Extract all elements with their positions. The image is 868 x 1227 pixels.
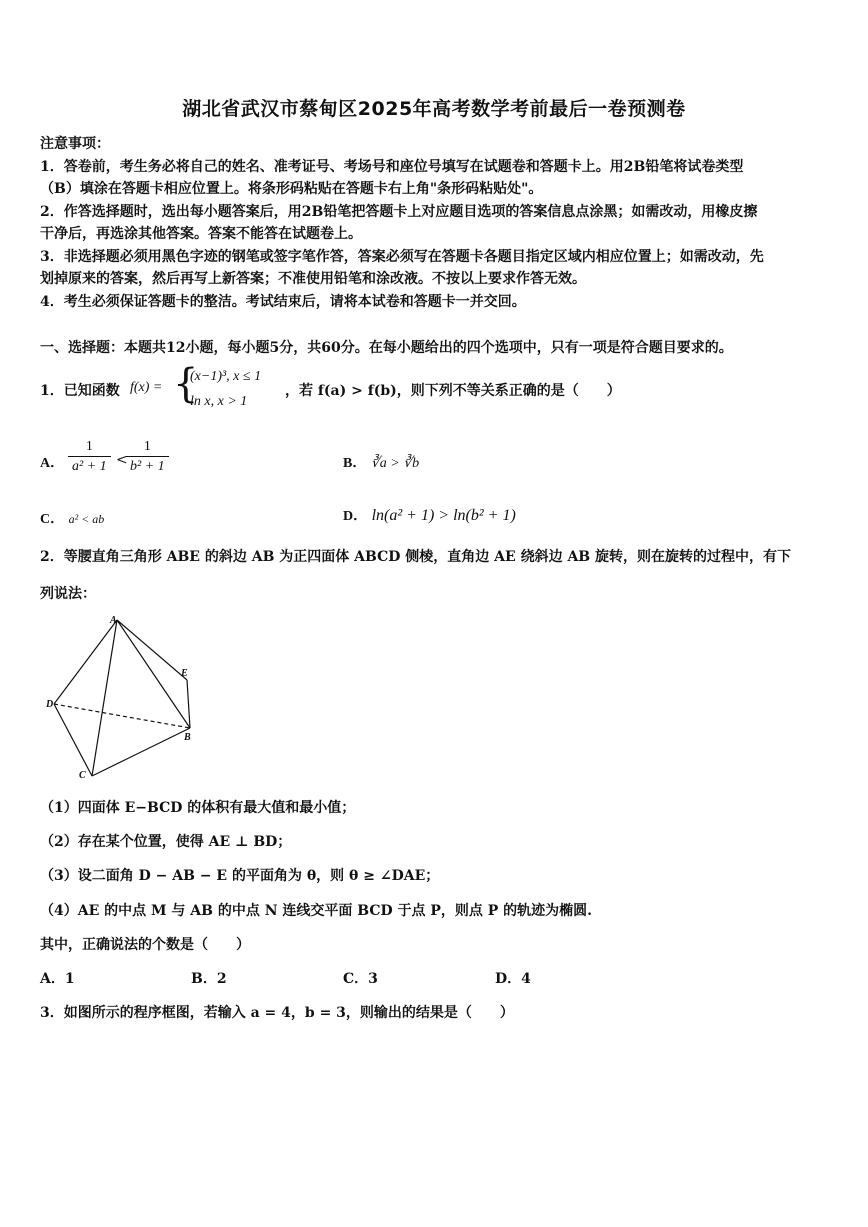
q2-option-c: C．3: [343, 971, 378, 987]
frac-2-numerator: 1: [126, 438, 169, 457]
edge-ab: [117, 620, 190, 728]
notice-item-3-cont: 划掉原来的答案，然后再写上新答案；不准使用铅笔和涂改液。不按以上要求作答无效。: [40, 271, 586, 287]
notice-item-2-cont: 干净后，再选涂其他答案。答案不能答在试题卷上。: [40, 226, 362, 242]
vertex-label-d: D: [46, 699, 54, 710]
frac-2-denominator: b² + 1: [130, 459, 165, 474]
notice-item-4: 4．考生必须保证答题卡的整洁。考试结束后，请将本试卷和答题卡一并交回。: [40, 294, 526, 310]
section-heading: 一、选择题：本题共12小题，每小题5分，共60分。在每小题给出的四个选项中，只有一项是符合题目要求的。: [40, 340, 733, 356]
frac-1-denominator: a² + 1: [72, 459, 107, 474]
edge-ad: [54, 620, 117, 704]
q1-option-b-text: ∛a > ∛b: [370, 456, 420, 471]
q1-stem: 1．已知函数: [40, 383, 120, 399]
frac-1-numerator: 1: [68, 438, 111, 457]
q2-statement-4: （4）AE 的中点 M 与 AB 的中点 N 连线交平面 BCD 于点 P，则点 P 的轨迹为椭圆.: [40, 903, 593, 919]
q1-option-a-label: A．: [40, 456, 65, 471]
vertex-label-b: B: [184, 732, 191, 743]
vertex-label-c: C: [79, 770, 86, 781]
q2-statement-1: （1）四面体 E−BCD 的体积有最大值和最小值；: [40, 800, 356, 816]
q1-option-d-label: D．: [343, 509, 368, 524]
notice-item-2: 2．作答选择题时，选出每小题答案后，用2B铅笔把答题卡上对应题目选项的答案信息点涂黑；如需改动，用橡皮擦: [40, 204, 758, 220]
q2-option-b: B．2: [191, 971, 227, 987]
q3-stem: 3．如图所示的程序框图，若输入 a = 4，b = 3，则输出的结果是（ ）: [40, 1005, 514, 1021]
edge-dc: [54, 704, 92, 776]
notice-heading: 注意事项：: [40, 136, 110, 152]
q2-statement-3: （3）设二面角 D − AB − E 的平面角为 θ，则 θ ≥ ∠DAE；: [40, 868, 440, 884]
notice-item-1: 1．答卷前，考生务必将自己的姓名、准考证号、考场号和座位号填写在试题卷和答题卡上。用2B铅笔将试卷类型: [40, 159, 744, 175]
q2-question: 其中，正确说法的个数是（ ）: [40, 937, 250, 953]
q1-option-a-frac-2: [126, 438, 169, 477]
edge-eb: [187, 680, 190, 728]
q2-stem-line-2: 列说法：: [40, 586, 96, 602]
q1-option-c-label: C．: [40, 512, 65, 527]
q1-function: f(x) =: [130, 380, 163, 395]
q1-piece-1: (x−1)³, x ≤ 1: [190, 369, 262, 384]
q1-condition: ，若 f(a) > f(b)，则下列不等关系正确的是（ ）: [285, 383, 621, 399]
vertex-label-e: E: [181, 668, 188, 679]
q2-statement-2: （2）存在某个位置，使得 AE ⊥ BD；: [40, 834, 292, 850]
q1-option-a-frac-1: [68, 438, 111, 477]
q1-option-c: [40, 508, 104, 528]
q1-piece-2: ln x, x > 1: [190, 394, 248, 409]
q1-option-a-less-than: <: [116, 452, 128, 468]
q1-option-b-label: B．: [343, 456, 367, 471]
tetrahedron-figure: [40, 612, 210, 784]
edge-cb: [92, 728, 190, 776]
notice-item-1-cont: （B）填涂在答题卡相应位置上。将条形码粘贴在答题卡右上角"条形码粘贴处"。: [40, 181, 543, 197]
q1-option-b: [343, 452, 419, 472]
vertex-label-a: A: [110, 615, 117, 626]
q1-brace: {: [173, 361, 199, 407]
q1-option-c-text: a² < ab: [68, 512, 105, 526]
q2-option-a: A．1: [40, 971, 75, 987]
q1-option-d: [343, 505, 516, 525]
edge-ac: [92, 620, 117, 776]
exam-title: 湖北省武汉市蔡甸区2025年高考数学考前最后一卷预测卷: [182, 98, 686, 120]
q2-option-d: D．4: [495, 971, 531, 987]
q1-option-d-text: ln(a² + 1) > ln(b² + 1): [371, 507, 516, 524]
notice-item-3: 3．非选择题必须用黑色字迹的钢笔或签字笔作答，答案必须写在答题卡各题目指定区域内相应位置上；如需改动，先: [40, 249, 764, 265]
q2-stem-line-1: 2．等腰直角三角形 ABE 的斜边 AB 为正四面体 ABCD 侧棱，直角边 AE 绕斜边 AB 旋转，则在旋转的过程中，有下: [40, 549, 792, 565]
edge-db-hidden: [54, 704, 190, 728]
